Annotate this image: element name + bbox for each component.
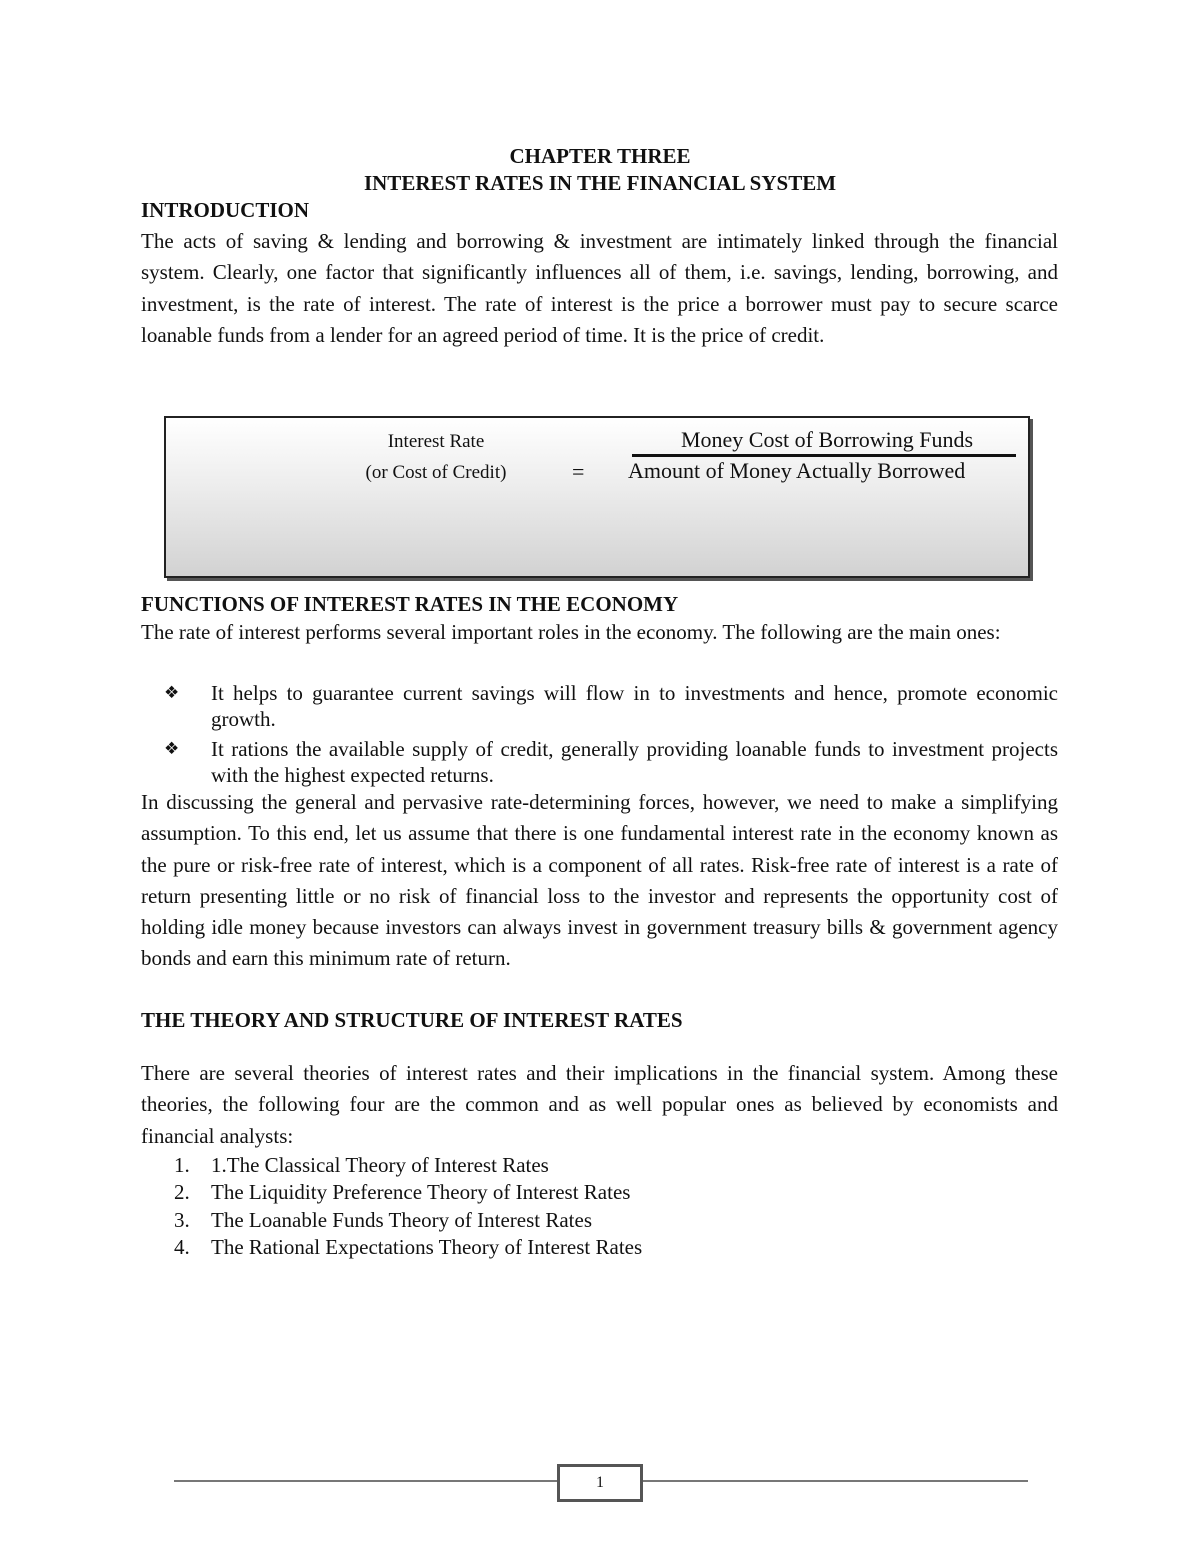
list-number: 4.: [174, 1234, 190, 1259]
fraction-bar: [632, 454, 1016, 457]
list-item-text: The Loanable Funds Theory of Interest Rates: [211, 1207, 593, 1232]
formula-equals-sign: =: [572, 459, 585, 484]
functions-bullet-list: [164, 680, 1058, 792]
functions-intro-paragraph: The rate of interest performs several important roles in the economy. The following are the main ones:: [141, 620, 1001, 644]
list-item-text: The Rational Expectations Theory of Interest Rates: [211, 1234, 643, 1259]
page-number: 1: [557, 1464, 643, 1502]
list-item: [174, 1179, 974, 1206]
list-number: 2.: [174, 1180, 190, 1205]
formula-left-sublabel: (or Cost of Credit): [365, 462, 507, 483]
interest-rate-formula-box: [164, 416, 1030, 578]
introduction-heading: INTRODUCTION: [141, 198, 310, 222]
list-item-text: The Liquidity Preference Theory of Interest Rates: [211, 1180, 631, 1205]
formula-left-label: Interest Rate: [387, 431, 485, 452]
list-item: [174, 1152, 974, 1179]
introduction-paragraph: The acts of saving & lending and borrowing & investment are intimately linked through the financial system. Clearly, one factor that significantly influences all of them, i.e. savings, lending, borrowing, and investment, is the rate of interest. The rate of interest is the price a borrower must pay to secure scarce loanable funds from a lender for an agreed period of time. It is the price of credit.: [141, 229, 1058, 347]
list-number: 1.: [174, 1153, 190, 1177]
formula-numerator: Money Cost of Borrowing Funds: [680, 427, 974, 452]
formula-denominator: Amount of Money Actually Borrowed: [628, 458, 966, 483]
bullet-text: It helps to guarantee current savings will flow in to investments and hence, promote economic growth.: [211, 681, 1058, 731]
list-item: [164, 736, 1058, 788]
list-number: 3.: [174, 1207, 190, 1232]
diamond-bullet-icon: ❖: [164, 739, 180, 759]
chapter-label: CHAPTER THREE: [509, 144, 691, 168]
theory-heading: THE THEORY AND STRUCTURE OF INTEREST RATES: [141, 1008, 683, 1032]
diamond-bullet-icon: ❖: [164, 683, 180, 703]
theory-numbered-list: [174, 1152, 974, 1261]
list-item: [164, 680, 1058, 732]
theory-intro-paragraph: There are several theories of interest rates and their implications in the financial system. Among these theories, the following four are the common and as well popular ones as believed by economists and financial analysts:: [141, 1061, 1058, 1148]
bullet-text: It rations the available supply of credit, generally providing loanable funds to investment projects with the highest expected returns.: [211, 737, 1058, 787]
chapter-title: INTEREST RATES IN THE FINANCIAL SYSTEM: [363, 171, 837, 195]
list-item: [174, 1207, 974, 1234]
list-item: [174, 1234, 974, 1261]
discussion-paragraph: In discussing the general and pervasive rate-determining forces, however, we need to make a simplifying assumption. To this end, let us assume that there is one fundamental interest rate in the economy known as the pure or risk-free rate of interest, which is a component of all rates. Risk-free rate of interest is a rate of return presenting little or no risk of financial loss to the investor and represents the opportunity cost of holding idle money because investors can always invest in government treasury bills & government agency bonds and earn this minimum rate of return.: [141, 790, 1058, 971]
list-item-text: 1.The Classical Theory of Interest Rates: [211, 1153, 549, 1177]
functions-heading: FUNCTIONS OF INTEREST RATES IN THE ECONOMY: [141, 592, 679, 616]
